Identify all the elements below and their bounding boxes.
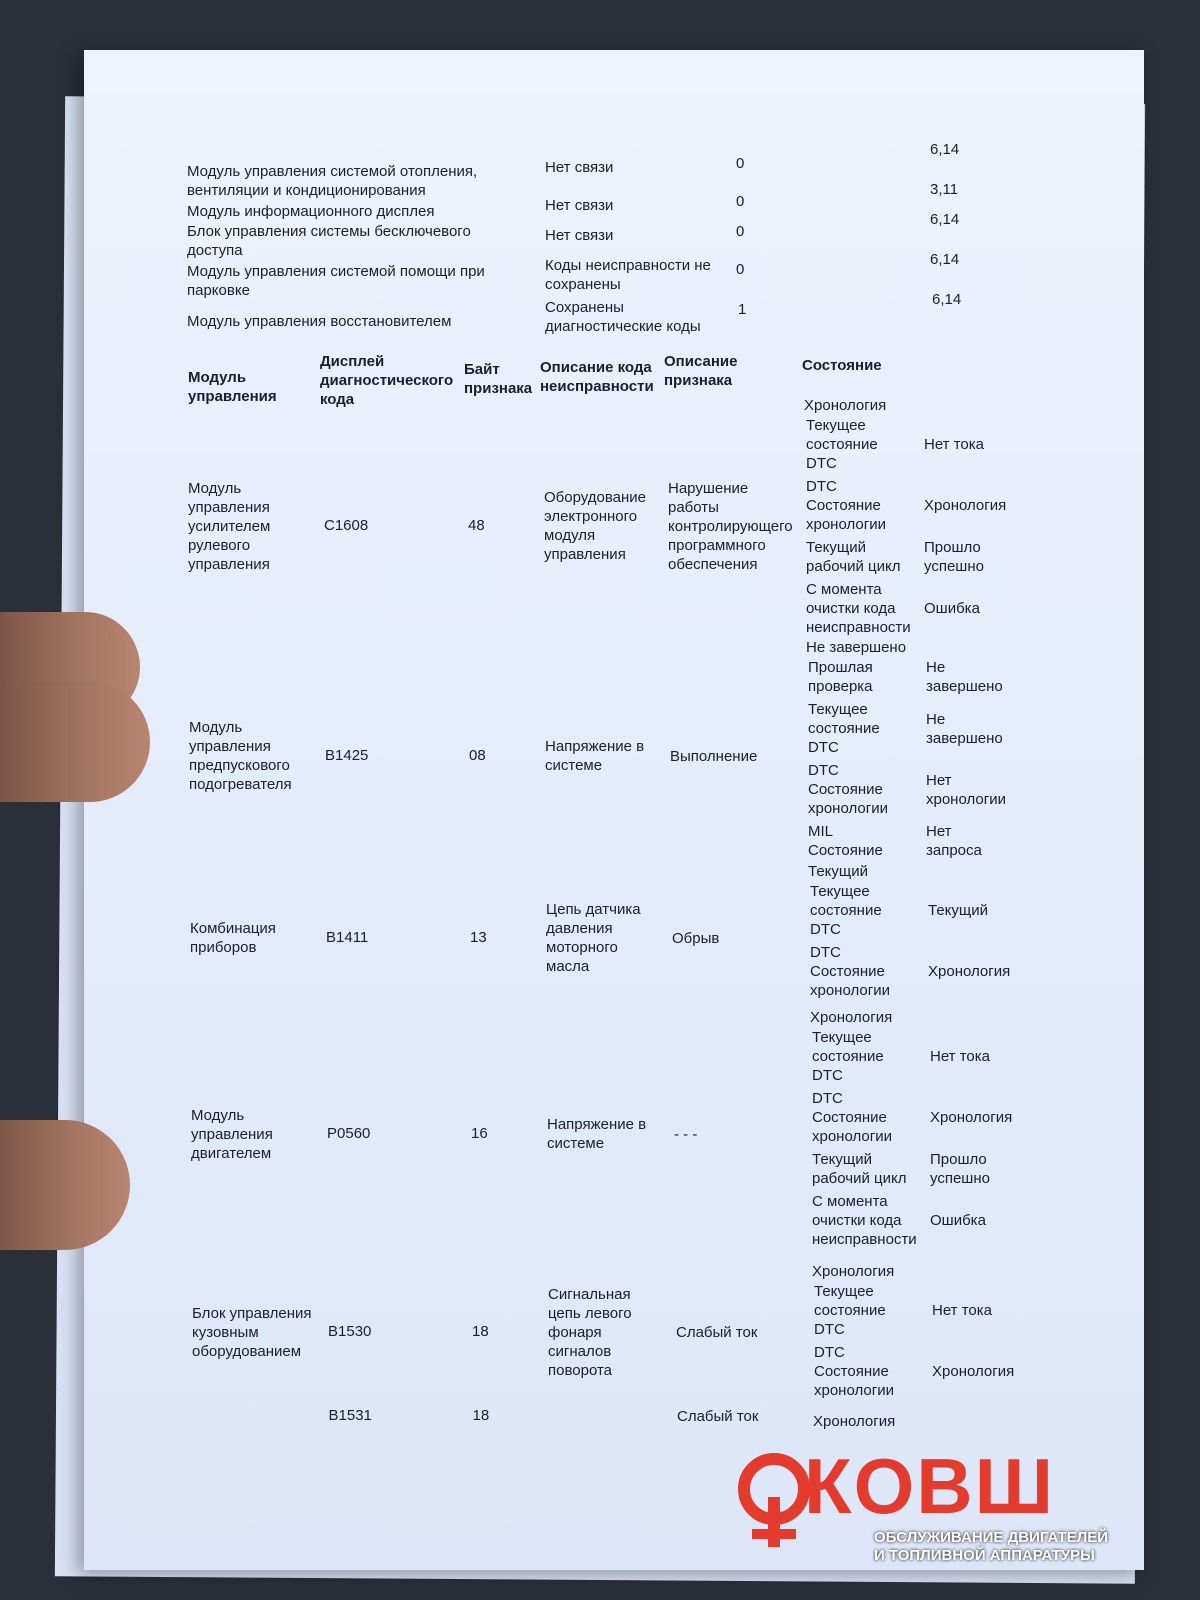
module-name: Модуль управления системой отопления, вентиляции и кондиционирования	[187, 163, 478, 199]
row-sign-description: Слабый ток	[677, 1407, 759, 1425]
state-label: DTC Состояние хронологии	[810, 944, 890, 999]
module-status: Коды неисправности не сохранены	[545, 257, 711, 293]
row-module: Модуль управления усилителем рулевого управления	[188, 479, 271, 573]
state-label: DTC Состояние хронологии	[814, 1344, 894, 1399]
module-version: 6,14	[930, 141, 960, 158]
state-label: С момента очистки кода неисправности	[806, 581, 911, 636]
state-value: Нет тока	[932, 1302, 992, 1319]
header-module: Модуль управления	[188, 369, 277, 405]
row-dtc-code: B1531	[328, 1407, 372, 1424]
row-state-head: Хронология	[813, 1413, 896, 1430]
header-code-desc: Описание кода неисправности	[540, 359, 654, 395]
holding-finger	[0, 682, 150, 802]
module-name: Модуль управления системой помощи при парковке	[187, 263, 485, 299]
state-value: Нет тока	[924, 436, 984, 453]
state-value: Хронология	[928, 963, 1011, 980]
row-code-description: Цепь датчика давления моторного масла	[546, 901, 641, 975]
state-value: Текущий	[928, 902, 988, 919]
state-label: Текущее состояние DTC	[806, 417, 878, 472]
logo-cross-icon	[768, 1497, 780, 1547]
state-value: Не завершено	[926, 659, 1003, 695]
state-value: Хронология	[932, 1363, 1015, 1380]
row-code-description: Напряжение в системе	[545, 738, 645, 774]
module-name: Модуль управления восстановителем	[187, 313, 452, 330]
row-sign-description: - - -	[674, 1125, 698, 1143]
module-version: 6,14	[932, 291, 962, 308]
module-count: 1	[738, 301, 747, 318]
row-state-head: Текущий	[808, 863, 868, 880]
row-module: Блок управления кузовным оборудованием	[192, 1304, 312, 1360]
state-value: Нет тока	[930, 1048, 990, 1065]
document-page	[84, 50, 1144, 1570]
row-code-description: Напряжение в системе	[547, 1116, 647, 1152]
row-module: Модуль управления предпускового подогревателя	[189, 719, 292, 793]
row-byte: 18	[472, 1323, 489, 1340]
row-dtc-code: P0560	[327, 1125, 371, 1142]
state-label: Прошлая проверка	[808, 659, 873, 695]
header-byte: Байт признака	[464, 361, 533, 397]
module-version: 6,14	[930, 211, 960, 228]
state-value: Нет хронологии	[926, 771, 1006, 808]
module-status: Нет связи	[545, 227, 614, 244]
state-label: С момента очистки кода неисправности	[812, 1193, 917, 1248]
state-label: DTC Состояние хронологии	[812, 1090, 892, 1145]
state-label: DTC Состояние хронологии	[808, 762, 888, 817]
logo-cross-bar	[752, 1529, 796, 1539]
module-status: Нет связи	[545, 197, 614, 214]
module-name: Блок управления системы бесключевого доступа	[187, 223, 471, 259]
row-state-head: Хронология	[812, 1263, 895, 1280]
module-status: Нет связи	[545, 159, 614, 176]
row-code-description: Сигнальная цепь левого фонаря сигналов поворота	[548, 1285, 632, 1379]
state-value: Хронология	[930, 1109, 1013, 1126]
header-dtc: Дисплей диагностического кода	[320, 353, 454, 408]
state-label: MIL Состояние	[808, 823, 883, 859]
state-label: Текущее состояние DTC	[810, 883, 882, 938]
row-code-description: Оборудование электронного модуля управления	[544, 489, 647, 563]
state-label: Текущее состояние DTC	[808, 701, 880, 756]
module-version: 3,11	[930, 181, 959, 198]
state-value: Прошло успешно	[930, 1151, 990, 1187]
row-state-head: Хронология	[810, 1009, 893, 1026]
header-state: Состояние	[802, 357, 882, 374]
state-label: Текущее состояние DTC	[814, 1283, 886, 1338]
module-count: 0	[736, 193, 745, 210]
row-sign-description: Нарушение работы контролирующего программного обеспечения	[668, 479, 793, 573]
row-byte: 08	[469, 747, 486, 764]
module-count: 0	[736, 155, 745, 172]
state-label: Текущий рабочий цикл	[806, 539, 901, 575]
row-dtc-code: B1411	[326, 929, 369, 946]
row-state-head: Не завершено	[806, 639, 907, 656]
module-count: 0	[736, 223, 745, 240]
state-value: Прошло успешно	[924, 539, 984, 575]
row-dtc-code: C1608	[324, 517, 369, 534]
logo-tagline-1: ОБСЛУЖИВАНИЕ ДВИГАТЕЛЕЙ	[874, 1529, 1109, 1546]
module-status: Сохранены диагностические коды	[545, 299, 701, 335]
state-value: Хронология	[924, 497, 1007, 514]
row-sign-description: Обрыв	[672, 929, 720, 947]
row-dtc-code: B1530	[328, 1323, 372, 1340]
row-dtc-code: B1425	[325, 747, 369, 764]
holding-finger	[0, 1120, 130, 1250]
module-count: 0	[736, 261, 745, 278]
state-label: DTC Состояние хронологии	[806, 478, 886, 533]
module-name: Модуль информационного дисплея	[187, 203, 435, 220]
row-module: Модуль управления двигателем	[191, 1106, 273, 1162]
row-byte: 18	[472, 1407, 490, 1424]
state-value: Ошибка	[924, 600, 980, 617]
module-version: 6,14	[930, 251, 960, 268]
state-value: Не завершено	[926, 710, 1003, 747]
state-value: Нет запроса	[926, 823, 982, 859]
row-sign-description: Слабый ток	[676, 1323, 758, 1341]
header-sign-desc: Описание признака	[664, 353, 738, 389]
state-label: Текущее состояние DTC	[812, 1029, 884, 1084]
row-sign-description: Выполнение	[670, 747, 758, 765]
row-state-head: Хронология	[804, 397, 887, 414]
row-module: Комбинация приборов	[190, 920, 276, 956]
state-value: Ошибка	[930, 1212, 986, 1229]
logo-tagline-2: И ТОПЛИВНОЙ АППАРАТУРЫ	[874, 1547, 1095, 1564]
row-byte: 16	[471, 1125, 488, 1142]
logo-wordmark: КОВШ	[804, 1442, 1055, 1530]
state-label: Текущий рабочий цикл	[812, 1151, 907, 1187]
row-byte: 13	[470, 929, 487, 946]
row-byte: 48	[468, 517, 485, 534]
brand-logo	[738, 1442, 1138, 1564]
